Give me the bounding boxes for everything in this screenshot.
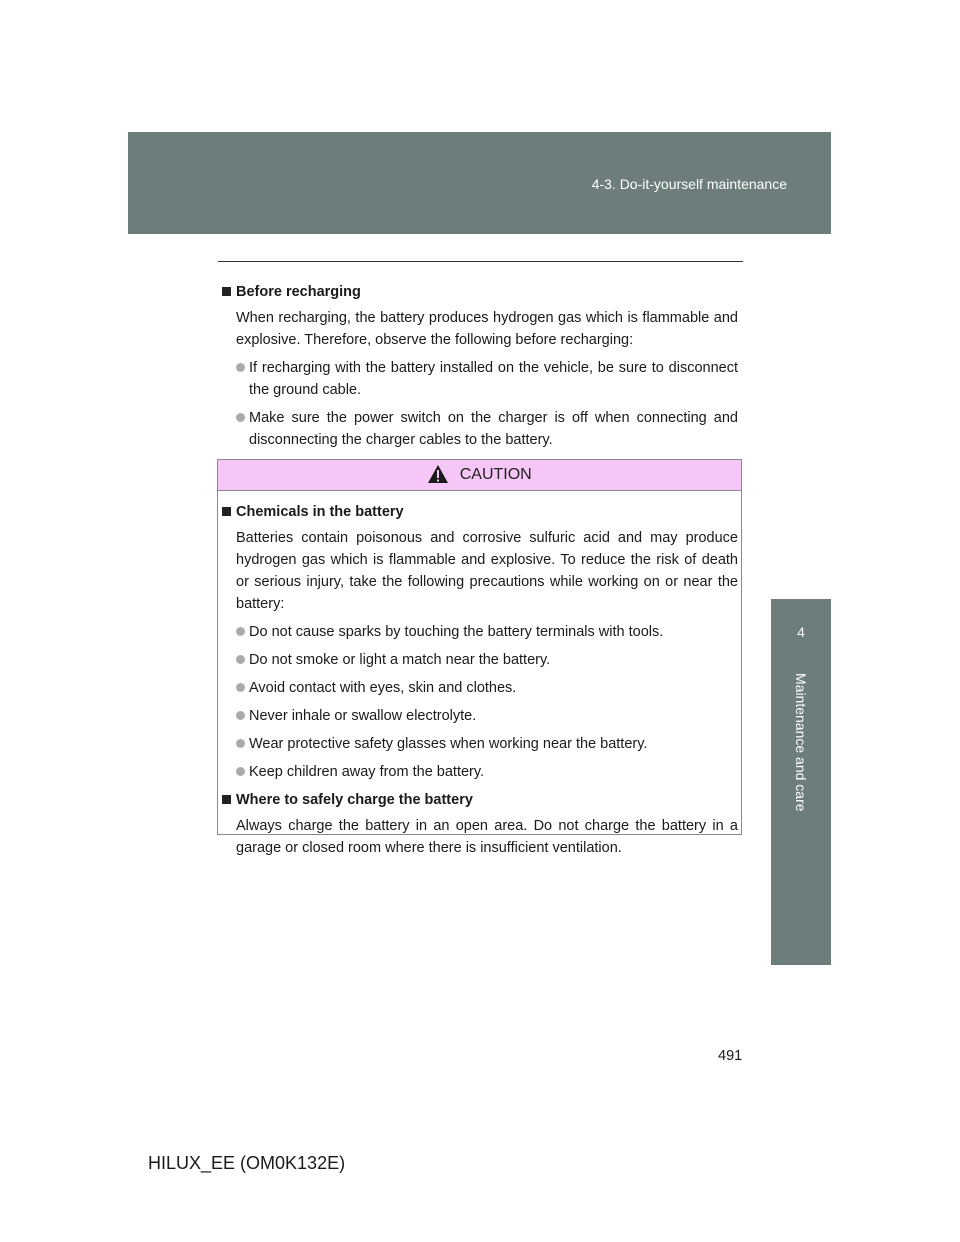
square-bullet-icon xyxy=(222,507,231,516)
square-bullet-icon xyxy=(222,795,231,804)
where-text: Always charge the battery in an open area. Do not charge the battery in a garage or closed room where there is insufficient ventilation. xyxy=(236,818,738,856)
list-item-text: Make sure the power switch on the charger is off when connecting and disconnecting the charger cables to the battery. xyxy=(249,410,738,448)
warning-triangle-icon xyxy=(427,464,449,495)
caution-body xyxy=(218,501,738,865)
dot-bullet-icon xyxy=(236,363,245,372)
chapter-number-tab: 4 xyxy=(771,599,831,665)
list-item xyxy=(218,705,738,727)
dot-bullet-icon xyxy=(236,655,245,664)
top-divider xyxy=(218,261,743,262)
recharge-intro: When recharging, the battery produces hydrogen gas which is flammable and explosive. Therefore, observe the following before recharging: xyxy=(236,310,738,348)
list-item-text: If recharging with the battery installed on the vehicle, be sure to disconnect the ground cable. xyxy=(249,360,738,398)
chapter-label: Maintenance and care xyxy=(793,673,809,812)
dot-bullet-icon xyxy=(236,683,245,692)
chemicals-title: Chemicals in the battery xyxy=(236,504,404,520)
where-title: Where to safely charge the battery xyxy=(236,792,473,808)
list-item xyxy=(218,761,738,783)
list-item xyxy=(218,357,738,401)
dot-bullet-icon xyxy=(236,711,245,720)
dot-bullet-icon xyxy=(236,767,245,776)
chemicals-heading xyxy=(218,501,738,523)
dot-bullet-icon xyxy=(236,739,245,748)
page-number: 491 xyxy=(718,1048,743,1064)
recharge-section xyxy=(218,281,738,457)
list-item-text: Keep children away from the battery. xyxy=(249,764,485,780)
list-item xyxy=(218,677,738,699)
model-code: HILUX_EE (OM0K132E) xyxy=(148,1153,346,1173)
chemicals-intro: Batteries contain poisonous and corrosive sulfuric acid and may produce hydrogen gas which is flammable and explosive. To reduce the risk of death or serious injury, take the following precautions while working on or near the battery: xyxy=(236,530,738,612)
caution-box xyxy=(217,459,742,856)
list-item-text: Wear protective safety glasses when working near the battery. xyxy=(249,736,648,752)
list-item xyxy=(218,407,738,451)
section-title: 4-3. Do-it-yourself maintenance xyxy=(591,176,787,192)
dot-bullet-icon xyxy=(236,627,245,636)
square-bullet-icon xyxy=(222,287,231,296)
list-item-text: Never inhale or swallow electrolyte. xyxy=(249,708,477,724)
list-item-text: Avoid contact with eyes, skin and clothes. xyxy=(249,680,517,696)
where-heading xyxy=(218,789,738,811)
list-item xyxy=(218,649,738,671)
dot-bullet-icon xyxy=(236,413,245,422)
list-item-text: Do not cause sparks by touching the battery terminals with tools. xyxy=(249,624,664,640)
recharge-heading xyxy=(218,281,738,303)
header-band xyxy=(128,132,831,234)
recharge-title: Before recharging xyxy=(236,284,361,300)
list-item xyxy=(218,733,738,755)
list-item xyxy=(218,621,738,643)
chapter-label-tab xyxy=(771,665,831,965)
caution-label: CAUTION xyxy=(459,466,532,483)
caution-header xyxy=(218,460,741,491)
list-item-text: Do not smoke or light a match near the battery. xyxy=(249,652,551,668)
